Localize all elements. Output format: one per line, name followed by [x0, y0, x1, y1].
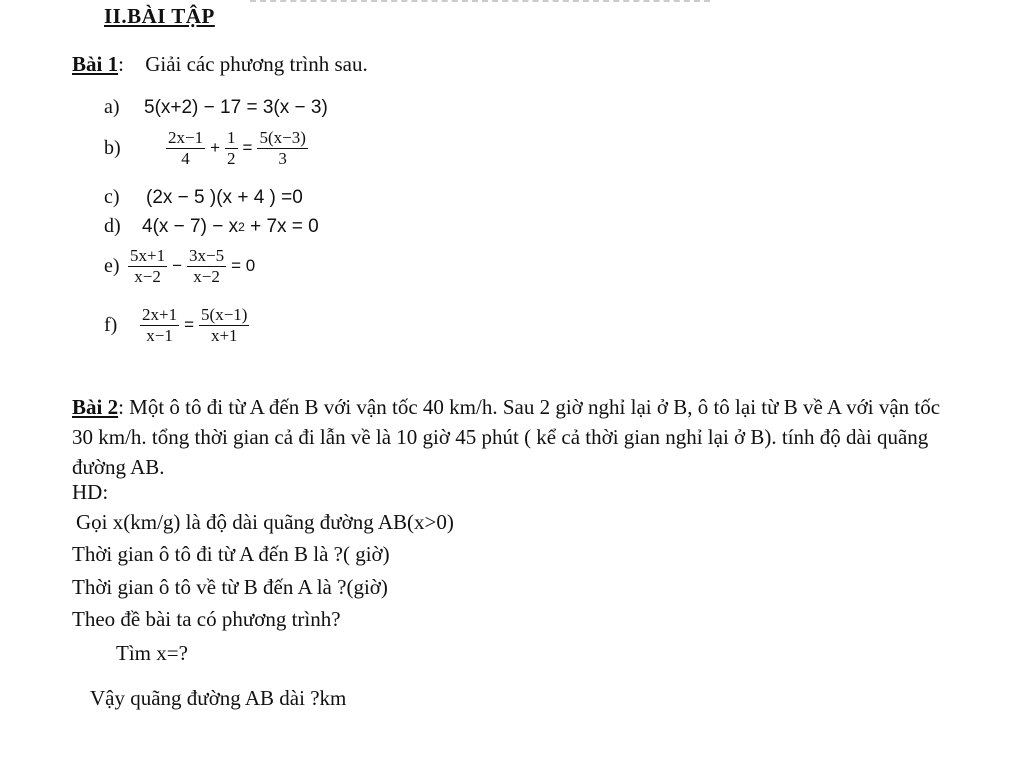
equation-d: [104, 215, 319, 238]
hint-line-5: Tìm x=?: [116, 641, 188, 665]
equation-b: b) $\frac{2x-1}{4}$ + $\frac{1}{2}$ = $\frac{5(x-3)}{3}$: [104, 128, 306, 168]
hint-line-1: Gọi x(km/g) là độ dài quãng đường AB(x>0): [76, 510, 454, 534]
hint-line-6: Vậy quãng đường AB dài ?km: [90, 686, 347, 710]
equation-a-key: a): [104, 96, 120, 118]
hint-line-3: Thời gian ô tô về từ B đến A là ?(giờ): [72, 575, 388, 599]
fraction: $\frac{1}{2}$: [227, 128, 236, 168]
exercise-2-paragraph: [72, 392, 952, 482]
fraction: $\frac{2x+1}{x-1}$: [142, 305, 178, 345]
equation-e-key: e): [104, 254, 120, 277]
fraction: $\frac{5(x-1)}{x+1}$: [201, 305, 248, 345]
exercise-1-label: Bài 1: [72, 52, 119, 76]
fraction: $\frac{2x-1}{4}$: [168, 128, 204, 168]
fraction: $\frac{3x-5}{x-2}$: [189, 246, 225, 286]
equation-f: f) $\frac{2x+1}{x-1}$ = $\frac{5(x-1)}{x+1}$: [104, 305, 248, 345]
equation-d-expr: 4(x − 7) − x 2 + 7x = 0: [142, 215, 319, 237]
equation-c: [104, 186, 303, 209]
section-title: II.BÀI TẬP: [104, 4, 215, 28]
exercise-2-text: : Một ô tô đi từ A đến B với vận tốc 40 km/h. Sau 2 giờ nghỉ lại ở B, ô tô lại từ B về A với vận tốc 30 km/h. tổng thời gian cả đi lẫn về là 10 giờ 45 phút ( kể cả thời gian nghỉ lại ở B). tính độ dài quãng đường AB.: [72, 395, 941, 479]
equation-e: e) $\frac{5x+1}{x-2}$ − $\frac{3x-5}{x-2}$ = 0: [104, 246, 256, 286]
equation-a: [104, 96, 328, 119]
exercise-1-heading: [72, 52, 368, 77]
hint-line-2: Thời gian ô tô đi từ A đến B là ?( giờ): [72, 542, 390, 566]
equation-f-key: f): [104, 313, 118, 336]
hint-line-4: Theo đề bài ta có phương trình?: [72, 607, 341, 631]
fraction: $\frac{5x+1}{x-2}$: [130, 246, 166, 286]
equation-c-key: c): [104, 186, 120, 208]
hint-label: HD:: [72, 480, 109, 504]
equation-a-expr: 5(x+2) − 17 = 3(x − 3): [144, 96, 328, 118]
equation-b-key: b): [104, 136, 121, 159]
equation-c-expr: (2x − 5 )(x + 4 ) =0: [146, 186, 303, 208]
exercise-1-text: Giải các phương trình sau.: [145, 52, 368, 76]
exercise-2-label: Bài 2: [72, 395, 119, 419]
equation-d-key: d): [104, 215, 121, 237]
scan-artifact-line: [250, 0, 710, 5]
exercise-1-colon: :: [118, 52, 124, 76]
fraction: $\frac{5(x-3)}{3}$: [259, 128, 306, 168]
